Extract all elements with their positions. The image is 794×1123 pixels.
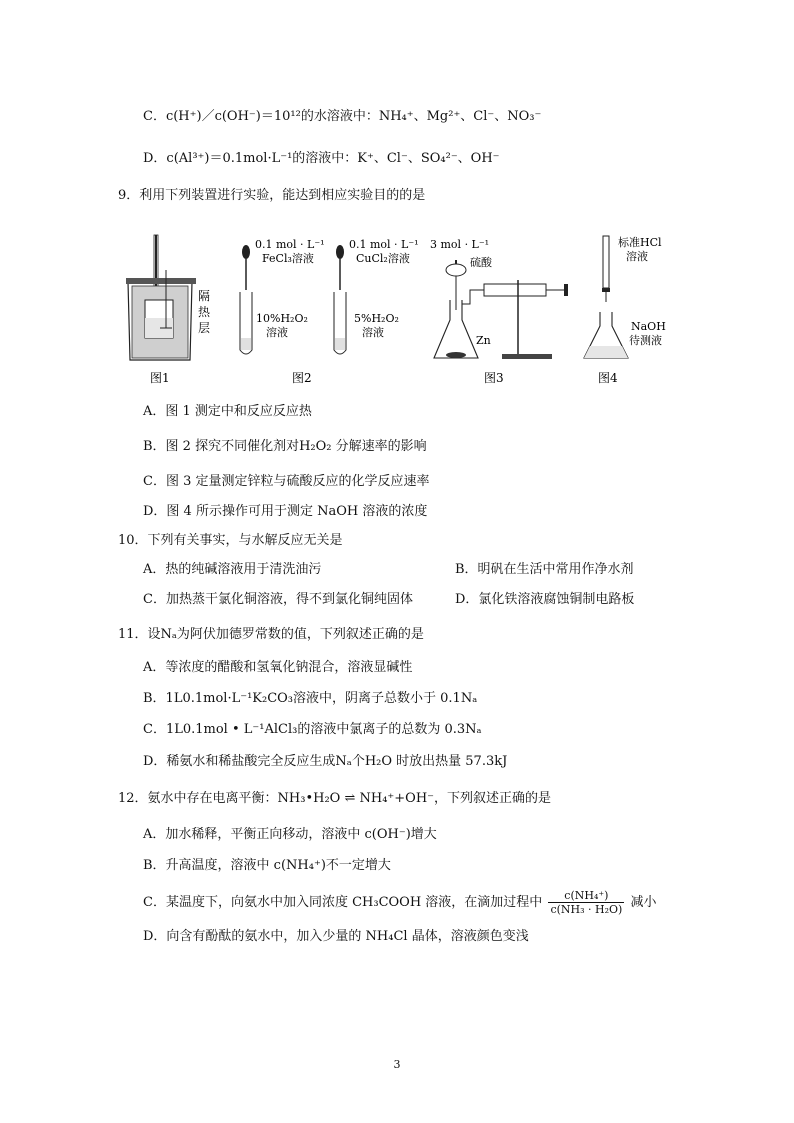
q9-stem: 9．利用下列装置进行实验，能达到相应实验目的的是 bbox=[118, 188, 426, 203]
q9-option-a: A．图 1 测定中和反应反应热 bbox=[143, 404, 312, 419]
q12-option-c-fraction bbox=[548, 889, 624, 916]
q12-option-d: D．向含有酚酞的氨水中，加入少量的 NH₄Cl 晶体，溶液颜色变浅 bbox=[143, 929, 529, 944]
q11-option-c: C．1L0.1mol • L⁻¹AlCl₃的溶液中氯离子的总数为 0.3Nₐ bbox=[143, 722, 482, 737]
q12-fraction-numerator: c(NH₄⁺) bbox=[548, 889, 624, 903]
q11-option-a: A．等浓度的醋酸和氢氧化钠混合，溶液显碱性 bbox=[143, 660, 413, 675]
q12-fraction-denominator: c(NH₃ · H₂O) bbox=[550, 903, 623, 916]
q12-option-a: A．加水稀释，平衡正向移动，溶液中 c(OH⁻)增大 bbox=[143, 827, 437, 842]
q9-option-d: D．图 4 所示操作可用于测定 NaOH 溶液的浓度 bbox=[143, 504, 428, 519]
q8-option-c: C．c(H⁺)／c(OH⁻)＝10¹²的水溶液中：NH₄⁺、Mg²⁺、Cl⁻、NO₃⁻ bbox=[143, 109, 542, 124]
fig2-tube2-reagent: CuCl₂溶液 bbox=[356, 252, 410, 265]
fig1-label-1: 隔 bbox=[198, 289, 211, 303]
q9-option-c: C．图 3 定量测定锌粒与硫酸反应的化学反应速率 bbox=[143, 474, 430, 489]
fig4-analyte-label: 待测液 bbox=[629, 334, 662, 347]
q12-option-c bbox=[143, 889, 657, 916]
q10-option-b: B．明矾在生活中常用作净水剂 bbox=[455, 562, 634, 577]
fig4-caption: 图4 bbox=[598, 371, 618, 385]
page-number: 3 bbox=[393, 1058, 401, 1071]
fig2-tube1-conc: 0.1 mol · L⁻¹ bbox=[255, 238, 325, 251]
fig3-zn-label: Zn bbox=[476, 334, 491, 347]
apparatus-diagram bbox=[118, 230, 678, 390]
fig2-test-tubes bbox=[240, 238, 419, 385]
fig1-calorimeter bbox=[126, 235, 211, 385]
q10-stem: 10．下列有关事实，与水解反应无关是 bbox=[118, 533, 343, 548]
fig2-caption: 图2 bbox=[292, 371, 312, 385]
fig4-analyte: NaOH bbox=[631, 320, 666, 333]
fig3-acid-name: 硫酸 bbox=[470, 256, 492, 269]
q10-option-a: A．热的纯碱溶液用于清洗油污 bbox=[143, 562, 322, 577]
fig4-reagent-solution: 溶液 bbox=[626, 250, 648, 263]
q12-option-b: B．升高温度，溶液中 c(NH₄⁺)不一定增大 bbox=[143, 858, 391, 873]
q12-option-c-tail: 减小 bbox=[630, 895, 657, 910]
q8-option-d: D．c(Al³⁺)＝0.1mol·L⁻¹的溶液中：K⁺、Cl⁻、SO₄²⁻、OH⁻ bbox=[143, 151, 500, 166]
fig1-caption: 图1 bbox=[150, 371, 170, 385]
q9-figures bbox=[118, 230, 678, 390]
fig1-label-3: 层 bbox=[198, 321, 211, 335]
fig3-flask-syringe bbox=[430, 238, 568, 385]
fig2-tube2-conc: 0.1 mol · L⁻¹ bbox=[349, 238, 419, 251]
fig2-tube1-reagent: FeCl₃溶液 bbox=[262, 252, 314, 265]
fig3-caption: 图3 bbox=[484, 371, 504, 385]
fig1-label-2: 热 bbox=[198, 305, 211, 319]
q12-option-c-text: C．某温度下，向氨水中加入同浓度 CH₃COOH 溶液，在滴加过程中 bbox=[143, 895, 543, 910]
q9-option-b: B．图 2 探究不同催化剂对H₂O₂ 分解速率的影响 bbox=[143, 439, 427, 454]
q10-option-c: C．加热蒸干氯化铜溶液，得不到氯化铜纯固体 bbox=[143, 592, 413, 607]
q11-stem: 11．设Nₐ为阿伏加德罗常数的值，下列叙述正确的是 bbox=[118, 627, 424, 642]
fig2-tube2-solution: 溶液 bbox=[362, 326, 384, 339]
fig4-titration bbox=[584, 235, 666, 385]
q12-stem: 12．氨水中存在电离平衡：NH₃•H₂O ⇌ NH₄⁺+OH⁻，下列叙述正确的是 bbox=[118, 791, 552, 806]
fig3-acid-conc: 3 mol · L⁻¹ bbox=[430, 238, 490, 251]
fig2-tube1-solution: 溶液 bbox=[266, 326, 288, 339]
fig2-tube1-h2o2: 10%H₂O₂ bbox=[256, 312, 308, 325]
fig2-tube2-h2o2: 5%H₂O₂ bbox=[354, 312, 399, 325]
q10-option-d: D．氯化铁溶液腐蚀铜制电路板 bbox=[455, 592, 635, 607]
q11-option-d: D．稀氨水和稀盐酸完全反应生成Nₐ个H₂O 时放出热量 57.3kJ bbox=[143, 754, 508, 769]
q11-option-b: B．1L0.1mol·L⁻¹K₂CO₃溶液中，阴离子总数小于 0.1Nₐ bbox=[143, 691, 478, 706]
fig4-reagent: 标准HCl bbox=[618, 236, 662, 249]
